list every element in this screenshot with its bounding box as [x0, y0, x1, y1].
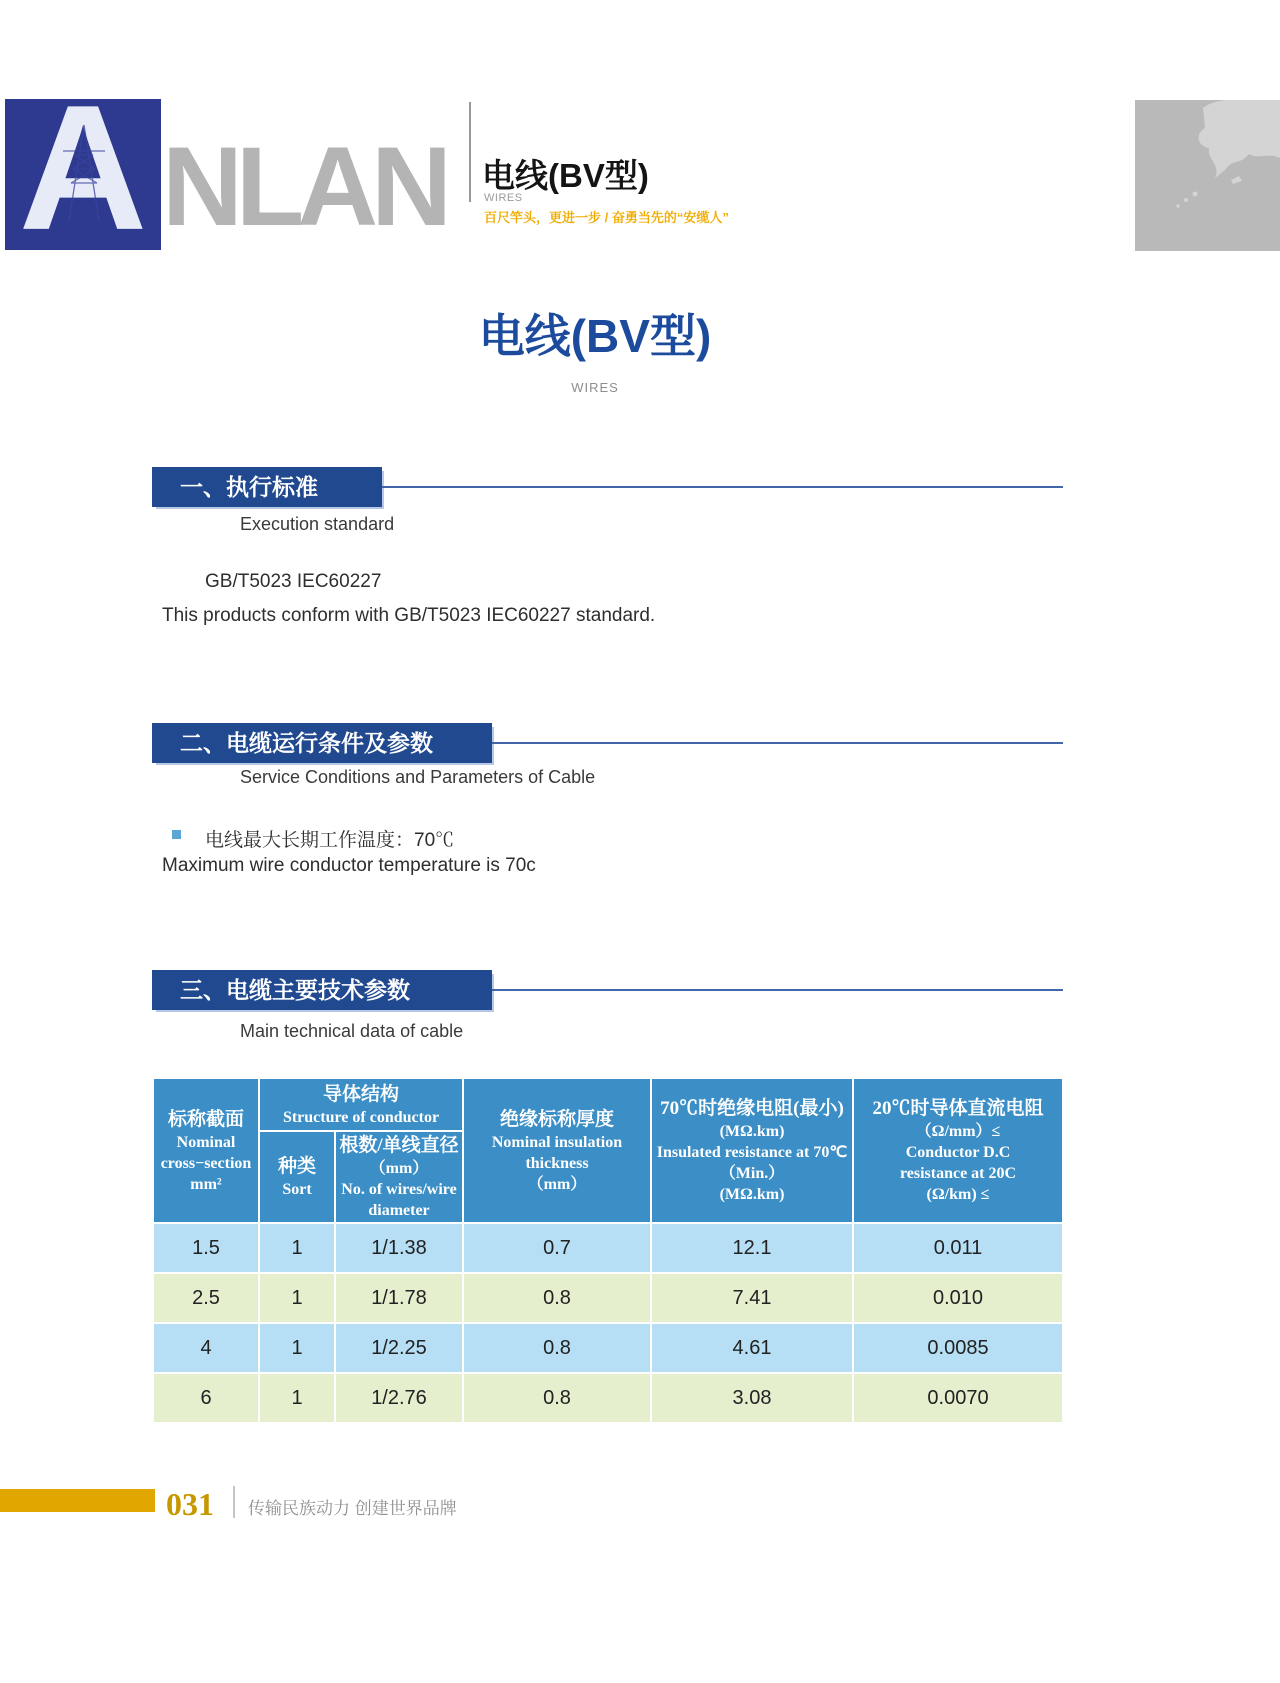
standard-description: This products conform with GB/T5023 IEC60227 standard. — [162, 605, 656, 626]
table-cell: 1.5 — [153, 1223, 259, 1273]
table-cell: 1 — [259, 1373, 335, 1423]
table-cell: 1 — [259, 1323, 335, 1373]
anlan-logo-mark — [5, 99, 161, 250]
section-1-heading: 一、执行标准 — [152, 467, 382, 507]
map-landmass-shape — [1135, 100, 1280, 251]
section-2-heading: 二、电缆运行条件及参数 — [152, 723, 492, 763]
table-cell: 0.011 — [853, 1223, 1063, 1273]
table-header-row-1 — [153, 1078, 1063, 1131]
logo-letter-a: A — [18, 99, 148, 250]
max-temperature-en: Maximum wire conductor temperature is 70c — [162, 855, 536, 876]
table-cell: 6 — [153, 1373, 259, 1423]
table-cell: 0.8 — [463, 1323, 651, 1373]
brand-product-subtitle: WIRES — [484, 192, 523, 204]
section-1-subheading: Execution standard — [240, 514, 395, 534]
table-cell: 3.08 — [651, 1373, 853, 1423]
bullet-square-icon — [172, 830, 181, 839]
table-row — [153, 1273, 1063, 1323]
section-2-rule — [492, 742, 1063, 744]
anlan-wordmark: NLAN — [162, 124, 446, 249]
table-cell: 0.010 — [853, 1273, 1063, 1323]
brand-product-title: 电线(BV型) — [482, 157, 649, 194]
col-header-insulation-thickness: 绝缘标称厚度 Nominal insulation thickness （mm） — [463, 1078, 651, 1223]
col-header-dc-resistance-20c: 20℃时导体直流电阻 （Ω/mm）≤ Conductor D.C resistance at 20C (Ω/km) ≤ — [853, 1078, 1063, 1223]
col-header-sort: 种类 Sort — [259, 1131, 335, 1223]
page-title-en: WIRES — [571, 380, 619, 395]
max-temperature-cn: 电线最大长期工作温度：70℃ — [205, 830, 455, 851]
table-cell: 0.0085 — [853, 1323, 1063, 1373]
table-cell: 1/1.78 — [335, 1273, 463, 1323]
section-2-subheading: Service Conditions and Parameters of Cable — [240, 767, 596, 787]
table-cell: 0.8 — [463, 1373, 651, 1423]
table-cell: 1/2.25 — [335, 1323, 463, 1373]
table-cell: 1/1.38 — [335, 1223, 463, 1273]
page-number: 031 — [166, 1486, 214, 1522]
table-cell: 2.5 — [153, 1273, 259, 1323]
transmission-tower-icon — [53, 121, 115, 227]
table-cell: 1/2.76 — [335, 1373, 463, 1423]
page-title: 电线(BV型) — [478, 310, 712, 362]
brand-divider — [469, 102, 471, 202]
section-3-subheading: Main technical data of cable — [240, 1021, 464, 1041]
technical-data-table-wrap — [152, 1077, 1064, 1424]
table-cell: 12.1 — [651, 1223, 853, 1273]
section-1-rule — [382, 486, 1063, 488]
table-row — [153, 1223, 1063, 1273]
col-header-insulated-resistance-70c: 70℃时绝缘电阻(最小) (MΩ.km) Insulated resistance at 70℃ （Min.） (MΩ.km) — [651, 1078, 853, 1223]
table-cell: 1 — [259, 1223, 335, 1273]
col-header-nominal-cross-section: 标称截面 Nominal cross−section mm² — [153, 1078, 259, 1223]
technical-data-table — [152, 1077, 1064, 1424]
footer-gold-bar — [0, 1489, 155, 1512]
section-3-rule — [492, 989, 1063, 991]
table-cell: 0.7 — [463, 1223, 651, 1273]
table-row — [153, 1323, 1063, 1373]
table-row — [153, 1373, 1063, 1423]
page-title-block — [0, 300, 1190, 395]
table-cell: 0.0070 — [853, 1373, 1063, 1423]
footer-divider — [233, 1486, 235, 1518]
footer-slogan: 传输民族动力 创建世界品牌 — [248, 1499, 457, 1518]
table-cell: 4 — [153, 1323, 259, 1373]
map-image — [1135, 100, 1280, 251]
table-cell: 4.61 — [651, 1323, 853, 1373]
brand-tagline: 百尺竿头，更进一步 / 奋勇当先的“安缆人” — [484, 210, 729, 225]
table-cell: 0.8 — [463, 1273, 651, 1323]
section-3-heading: 三、电缆主要技术参数 — [152, 970, 492, 1010]
standard-codes: GB/T5023 IEC60227 — [205, 571, 382, 592]
col-header-wires-diameter: 根数/单线直径 （mm） No. of wires/wire diameter — [335, 1131, 463, 1223]
table-cell: 1 — [259, 1273, 335, 1323]
table-cell: 7.41 — [651, 1273, 853, 1323]
col-header-conductor-structure-group: 导体结构 Structure of conductor — [259, 1078, 463, 1131]
